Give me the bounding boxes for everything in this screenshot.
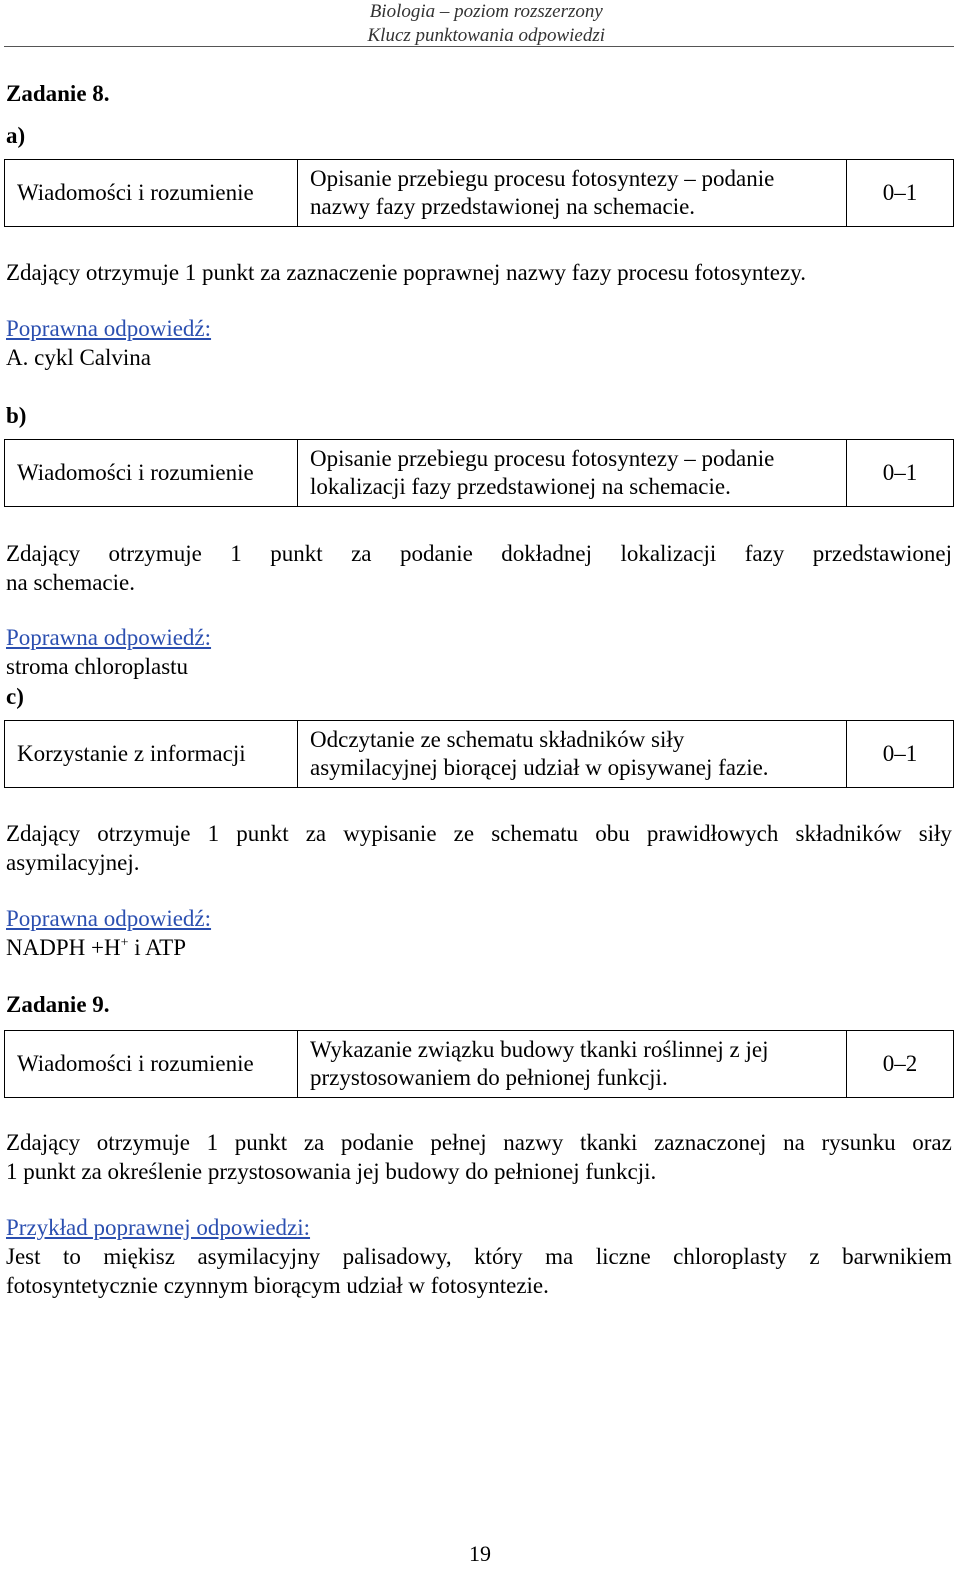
points-cell: 0–1 [847,440,954,507]
task8a-scoring: Zdający otrzymuje 1 punkt za zaznaczenie poprawnej nazwy fazy procesu fotosyntezy. [6,260,806,285]
word: podanie [399,541,473,566]
word: obu [595,821,630,846]
points-cell: 0–1 [847,721,954,788]
task9-answer [6,1242,952,1300]
answer-label: Poprawna odpowiedź: [6,625,212,650]
task9-criteria-table [4,1030,954,1098]
requirement-cell [298,160,847,227]
requirement-line: Odczytanie ze schematu składników siły [310,727,685,752]
task8-title: Zadanie 8. [6,81,110,106]
task9-scoring [6,1128,952,1186]
word: zaznaczonej [654,1130,767,1155]
word: miękisz [103,1244,175,1269]
word: Zdający [6,1130,81,1155]
task8a-answer: A. cykl Calvina [6,345,151,370]
word: ma [545,1244,574,1269]
task8b-answer-label [6,623,952,652]
requirement-line: Wykazanie związku budowy tkanki roślinnej z jej [310,1037,769,1062]
page-header [368,0,606,48]
scoring-line [6,819,952,848]
word: wypisanie [343,821,437,846]
task8a-label: a) [6,123,26,148]
word: fazy [744,541,785,566]
scoring-line: asymilacyjnej. [6,850,140,875]
requirement-cell [298,440,847,507]
requirement-cell [298,1031,847,1098]
task8b-label: b) [6,403,27,428]
word: nazwy [503,1130,564,1155]
requirement-line: nazwy fazy przedstawionej na schemacie. [310,194,696,219]
task8b-answer: stroma chloroplastu [6,654,189,679]
word: Jest [6,1244,41,1269]
header-subject: Biologia – poziom rozszerzony [369,1,603,22]
word: otrzymuje [108,541,202,566]
requirement-cell [298,721,847,788]
answer-text: i ATP [128,935,186,960]
word: tkanki [579,1130,638,1155]
word: przedstawionej [812,541,952,566]
word: 1 [207,821,220,846]
skill-area-cell: Korzystanie z informacji [5,721,298,788]
word: palisadowy, [342,1244,452,1269]
word: punkt [270,541,323,566]
word: z [809,1244,820,1269]
word: punkt [236,821,289,846]
word: podanie [340,1130,414,1155]
points-cell: 0–2 [847,1031,954,1098]
requirement-line: Opisanie przebiegu procesu fotosyntezy – podanie [310,446,775,471]
task8c-answer-label [6,904,952,933]
task8c-answer [6,933,952,962]
requirement-line: Opisanie przebiegu procesu fotosyntezy – podanie [310,166,775,191]
header-divider [4,46,954,47]
word: Zdający [6,821,81,846]
word: który [474,1244,523,1269]
word: za [351,541,372,566]
requirement-line: asymilacyjnej biorącej udział w opisywanej fazie. [310,755,769,780]
superscript: + [120,935,129,951]
scoring-line [6,539,952,568]
task8c-scoring [6,819,952,877]
task8b-criteria-table [4,439,954,507]
points-cell: 0–1 [847,160,954,227]
word: ze [453,821,475,846]
word: liczne [595,1244,651,1269]
word: dokładnej [501,541,592,566]
scoring-line [6,1128,952,1157]
word: za [305,821,327,846]
skill-area-cell: Wiadomości i rozumienie [5,440,298,507]
word: to [63,1244,81,1269]
requirement-line: lokalizacji fazy przedstawionej na schemacie. [310,474,731,499]
word: prawidłowych [646,821,779,846]
word: schematu [491,821,579,846]
word: za [303,1130,325,1155]
answer-line: fotosyntetycznie czynnym biorącym udział w fotosyntezie. [6,1273,549,1298]
task8c-label: c) [6,684,24,709]
word: 1 [206,1130,219,1155]
task8c-criteria-table [4,720,954,788]
word: Zdający [6,541,81,566]
word: otrzymuje [96,1130,190,1155]
page-number: 19 [469,1541,491,1566]
word: pełnej [430,1130,487,1155]
word: 1 [230,541,242,566]
answer-label: Poprawna odpowiedź: [6,906,212,931]
word: asymilacyjny [197,1244,321,1269]
skill-area-cell: Wiadomości i rozumienie [5,160,298,227]
task8a-criteria-table [4,159,954,227]
scoring-line: 1 punkt za określenie przystosowania jej budowy do pełnionej funkcji. [6,1159,657,1184]
task9-answer-label [6,1213,952,1242]
word: otrzymuje [97,821,191,846]
answer-text: NADPH +H [6,935,121,960]
answer-label: Przykład poprawnej odpowiedzi: [6,1215,311,1240]
word: lokalizacji [620,541,717,566]
task8b-scoring [6,539,952,597]
requirement-line: przystosowaniem do pełnionej funkcji. [310,1065,668,1090]
answer-label: Poprawna odpowiedź: [6,316,212,341]
word: chloroplasty [673,1244,787,1269]
word: składników [795,821,902,846]
answer-line [6,1242,952,1271]
skill-area-cell: Wiadomości i rozumienie [5,1031,298,1098]
word: rysunku [821,1130,896,1155]
task8a-answer-label [6,314,952,343]
word: na [783,1130,805,1155]
word: punkt [234,1130,288,1155]
word: oraz [912,1130,952,1155]
scoring-line: na schemacie. [6,570,135,595]
task9-title: Zadanie 9. [6,992,110,1017]
header-doc-title: Klucz punktowania odpowiedzi [367,25,605,46]
word: siły [918,821,952,846]
word: barwnikiem [842,1244,952,1269]
